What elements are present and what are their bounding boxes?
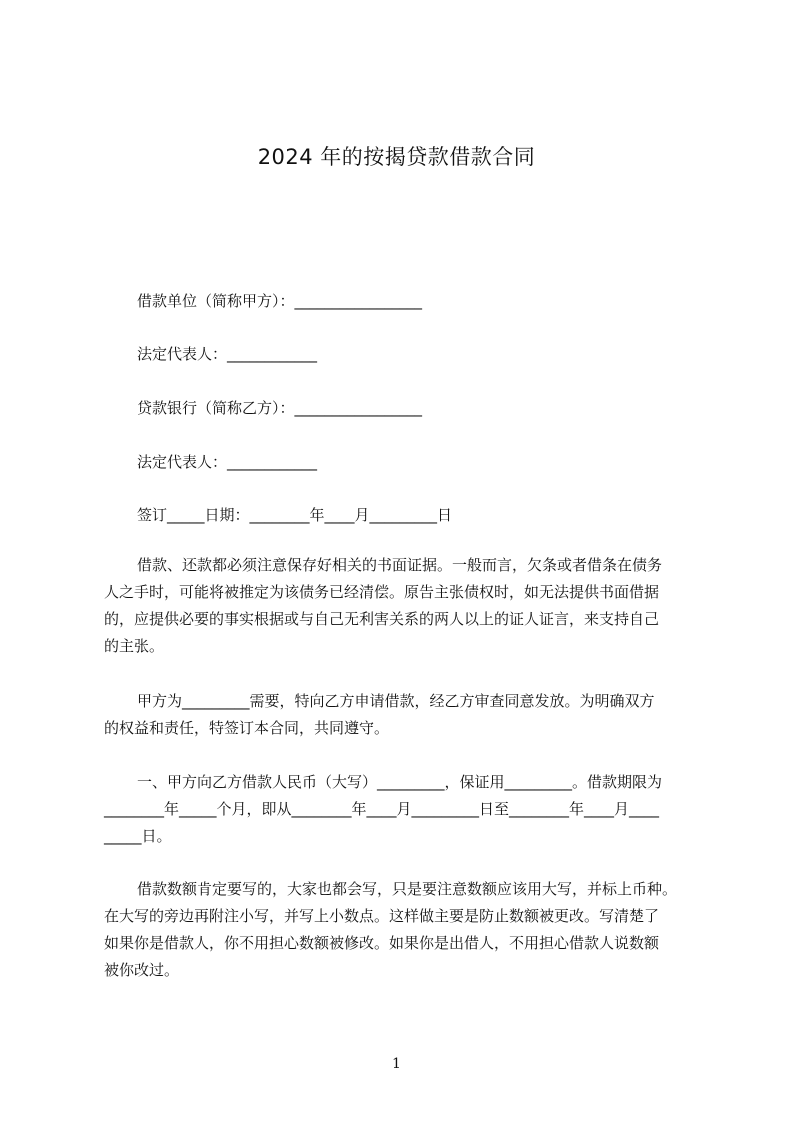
- paragraph-line: 一、甲方向乙方借款人民币（大写）_________，保证用_________。借款期限为: [137, 773, 663, 791]
- paragraph-line: 甲方为_________需要，特向乙方申请借款，经乙方审查同意发放。为明确双方: [137, 692, 655, 710]
- bank-legal-representative-field: 法定代表人：____________: [137, 453, 318, 471]
- paragraph-line: 被你改过。: [104, 961, 180, 979]
- paragraph-line: 人之手时，可能将被推定为该债务已经清偿。原告主张债权时，如无法提供书面借据: [104, 583, 660, 601]
- paragraph-line: 的权益和责任，特签订本合同，共同遵守。: [104, 719, 390, 737]
- paragraph-line: 的主张。: [104, 637, 165, 655]
- paragraph-line: 在大写的旁边再附注小写，并写上小数点。这样做主要是防止数额被更改。写清楚了: [104, 907, 660, 925]
- evidence-notice-paragraph: [104, 552, 700, 660]
- amount-writing-advice-paragraph: [104, 876, 700, 984]
- paragraph-line: _____日。: [104, 827, 172, 845]
- lending-bank-field: 贷款银行（简称乙方）：_________________: [137, 399, 423, 417]
- borrower-legal-representative-field: 法定代表人：____________: [137, 345, 318, 363]
- paragraph-line: ________年_____个月，即从________年____月_________日至________年____月____: [104, 800, 660, 818]
- paragraph-line: 的，应提供必要的事实根据或与自己无利害关系的两人以上的证人证言，来支持自己: [104, 610, 660, 628]
- paragraph-line: 借款数额肯定要写的，大家也都会写，只是要注意数额应该用大写，并标上币种。: [137, 880, 678, 898]
- loan-amount-clause: [104, 769, 700, 850]
- borrower-unit-field: 借款单位（简称甲方）：_________________: [137, 292, 423, 310]
- page-number: 1: [392, 1056, 401, 1072]
- paragraph-line: 如果你是借款人，你不用担心数额被修改。如果你是出借人，不用担心借款人说数额: [104, 934, 660, 952]
- signing-date-field: 签订_____日期：________年____月_________日: [137, 506, 453, 524]
- paragraph-line: 借款、还款都必须注意保存好相关的书面证据。一般而言，欠条或者借条在债务: [137, 556, 663, 574]
- loan-application-paragraph: [104, 688, 700, 742]
- document-title: 2024 年的按揭贷款借款合同: [257, 145, 536, 169]
